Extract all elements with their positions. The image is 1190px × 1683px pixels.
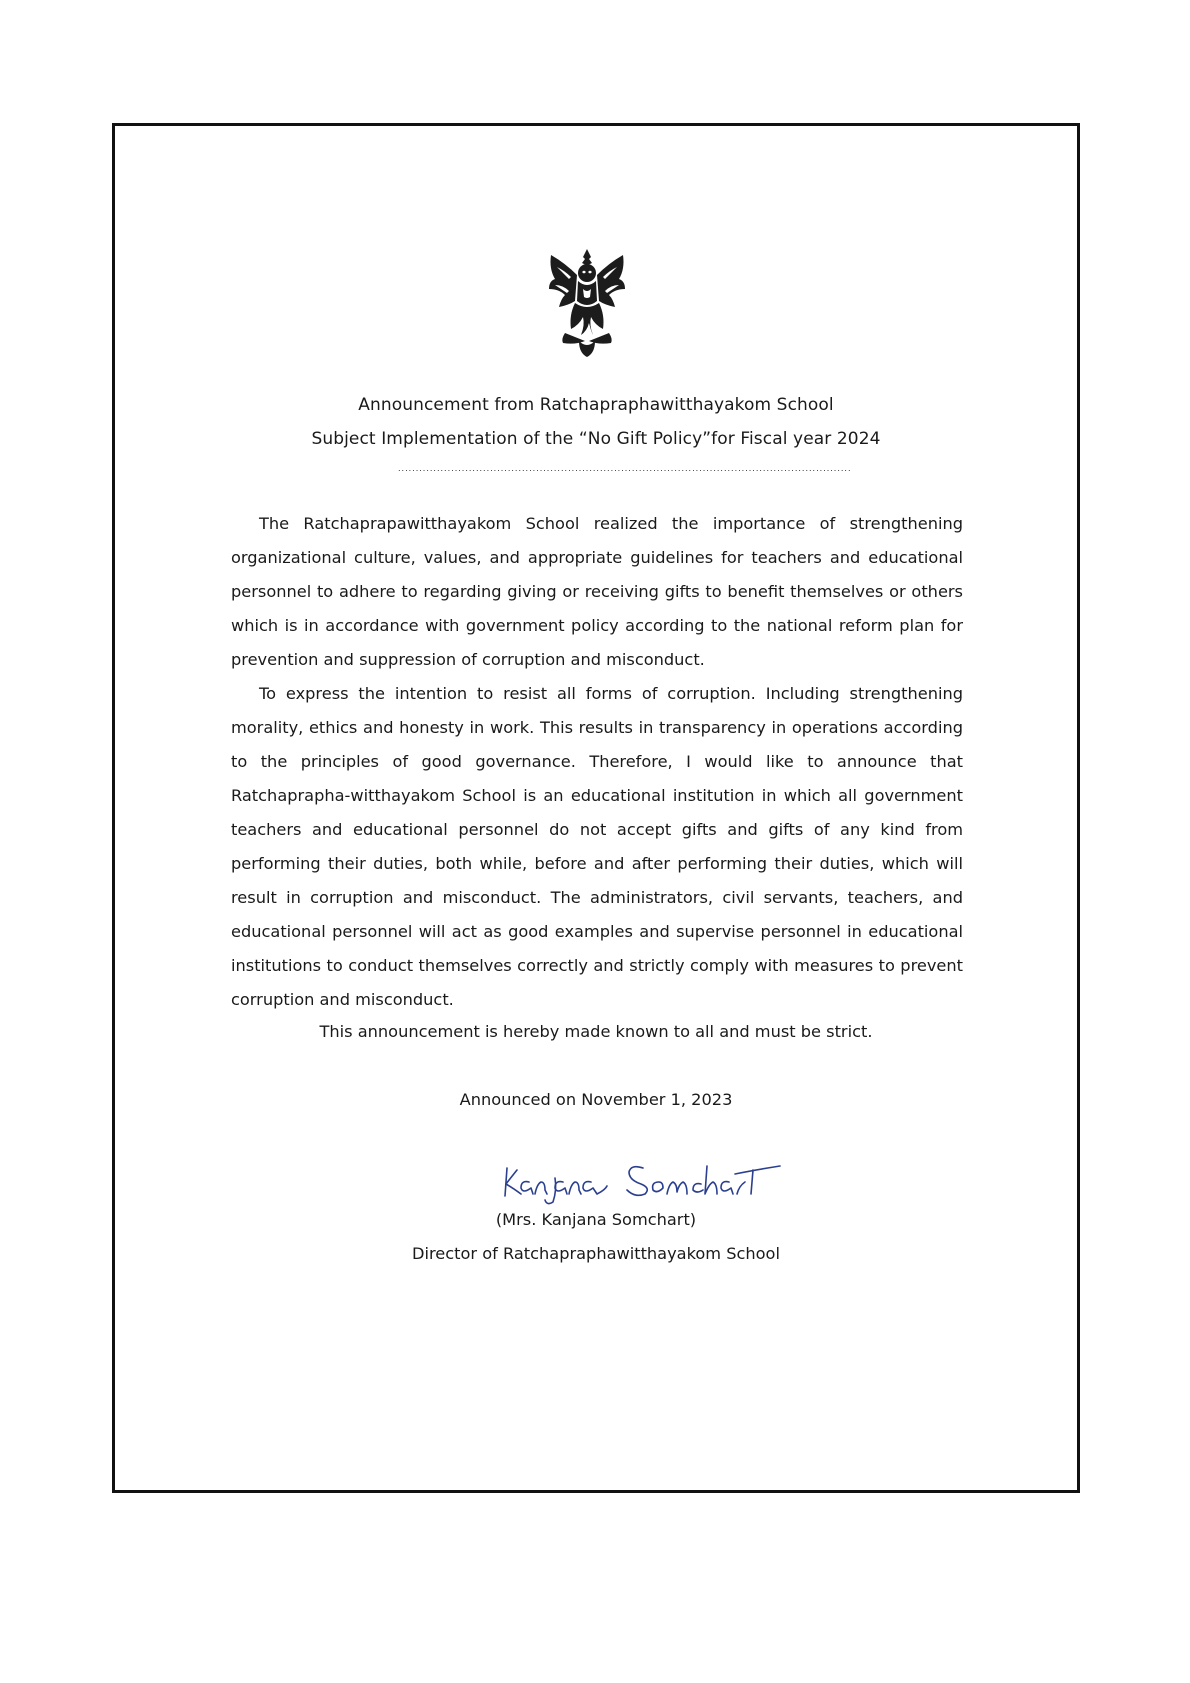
signer-title: Director of Ratchapraphawitthayakom School [412,1244,780,1263]
body-paragraph-1: The Ratchaprapawitthayakom School realized the importance of strengthening organizational culture, values, and appropriate guidelines for teachers and educational personnel to adhere to regarding giving or receiving gifts to benefit themselves or others which is in accordance with government policy according to the national reform plan for prevention and suppression of corruption and misconduct. [231,514,963,669]
announcement-date: Announced on November 1, 2023 [459,1090,733,1109]
signer-name: (Mrs. Kanjana Somchart) [495,1210,697,1229]
garuda-emblem-icon [545,245,629,361]
announcement-subject: Subject Implementation of the “No Gift Policy”for Fiscal year 2024 [311,429,881,449]
handwritten-signature [495,1150,785,1210]
announcement-title: Announcement from Ratchapraphawitthayakom School [358,395,834,415]
body-paragraph-2: To express the intention to resist all forms of corruption. Including strengthening morality, ethics and honesty in work. This results in transparency in operations according to the principles of good governance. Therefore, I would like to announce that Ratchaprapha-witthayakom School is an educational institution in which all government teachers and educational personnel do not accept gifts and gifts of any kind from performing their duties, both while, before and after performing their duties, which will result in corruption and misconduct. The administrators, civil servants, teachers, and educational personnel will act as good examples and supervise personnel in educational institutions to conduct themselves correctly and strictly comply with measures to prevent corruption and misconduct. [231,684,963,1009]
dotted-separator: ................................................................................................................................ [398,464,852,473]
announcement-body [231,507,963,1017]
announcement-notice: This announcement is hereby made known to all and must be strict. [319,1022,873,1041]
